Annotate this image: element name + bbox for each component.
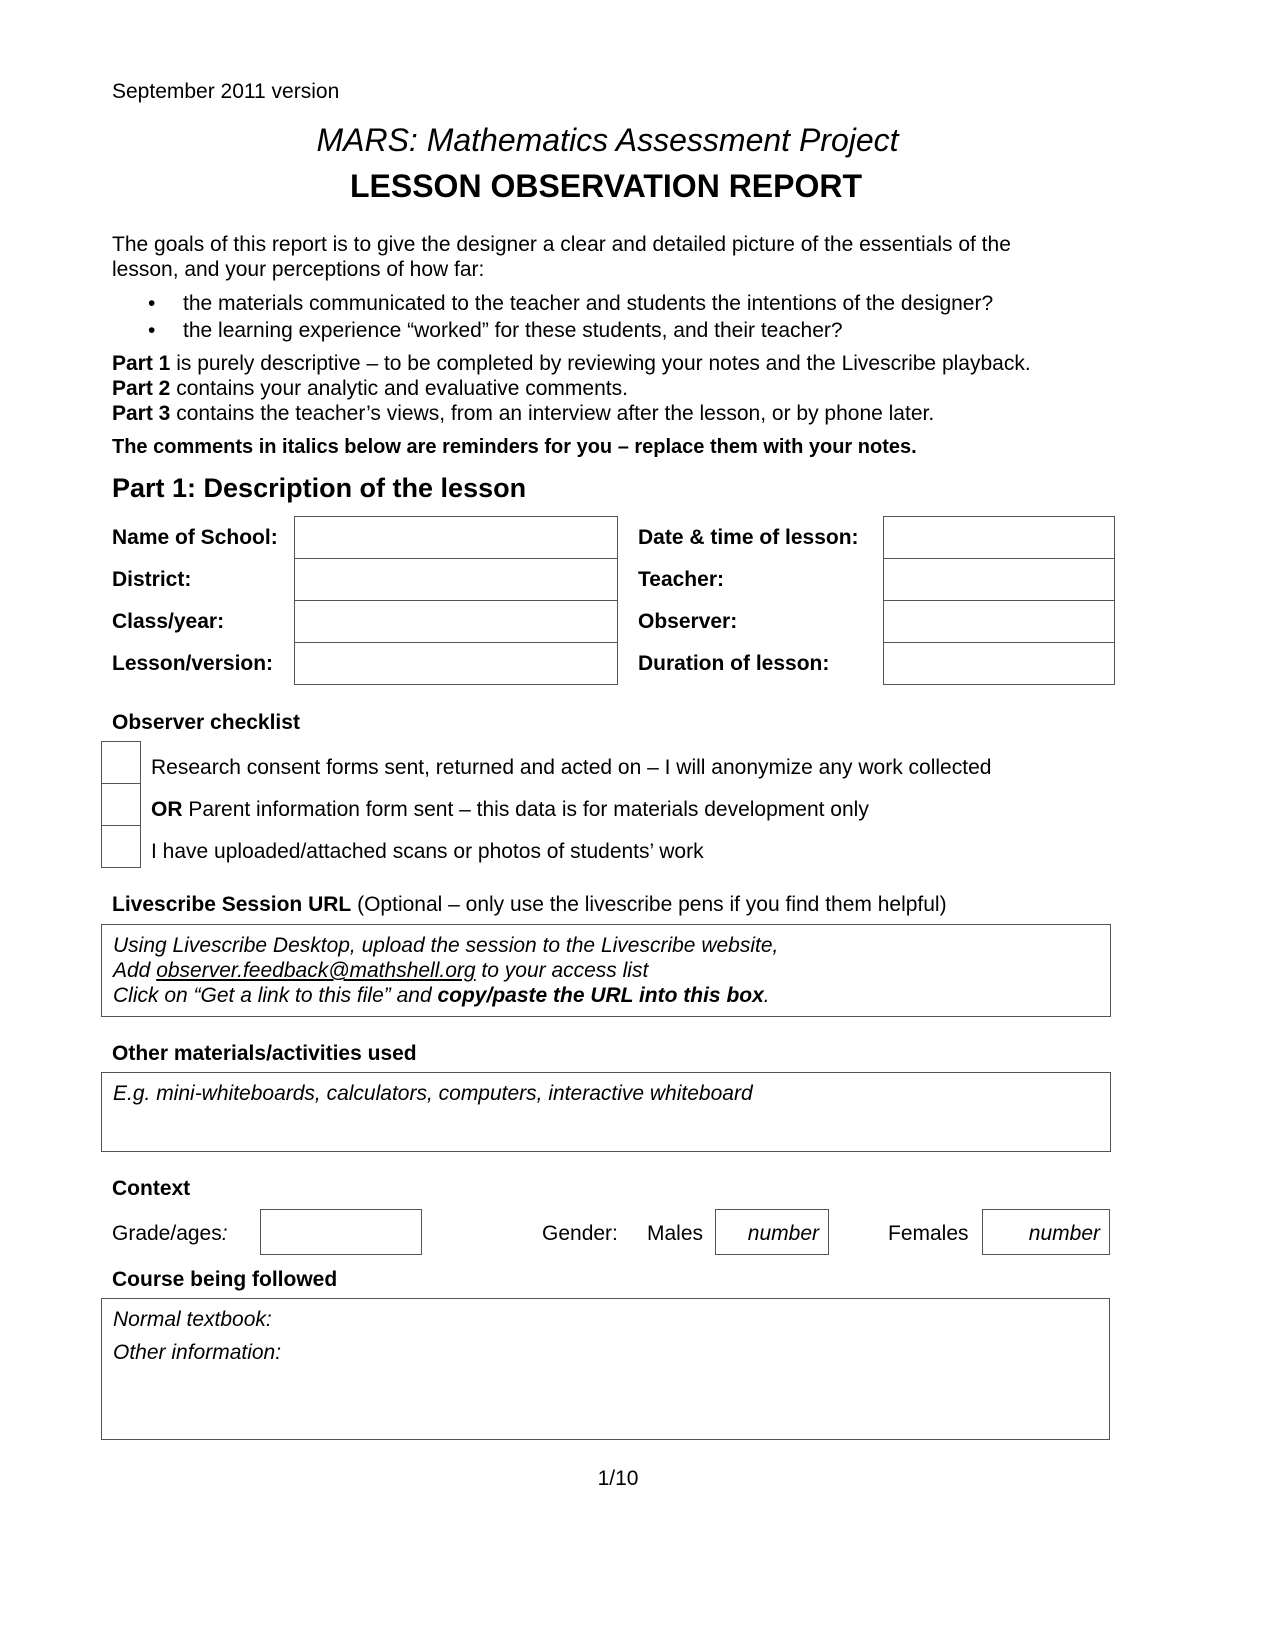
field-label-district: District: <box>112 568 192 591</box>
field-label-lesson-version: Lesson/version: <box>112 652 274 675</box>
part-1-note <box>112 351 1031 377</box>
intro-bullet-1: the materials communicated to the teacher and students the intentions of the designer? <box>183 292 994 315</box>
context-heading: Context <box>112 1177 191 1200</box>
females-count-value: number <box>1028 1222 1100 1245</box>
livescribe-instruction-3 <box>113 983 770 1009</box>
field-label-duration: Duration of lesson: <box>638 652 830 675</box>
livescribe-text: to your access list <box>475 959 649 982</box>
checklist-item <box>151 797 869 823</box>
bullet-dot-icon: • <box>148 292 156 315</box>
females-count-field[interactable] <box>982 1209 1110 1255</box>
part-label: Part 1 <box>112 352 171 375</box>
class-year-field[interactable] <box>294 600 618 643</box>
bullet-dot-icon: • <box>148 319 156 342</box>
part-2-note <box>112 376 628 402</box>
livescribe-url-box[interactable] <box>101 924 1111 1017</box>
grade-ages-text: Grade/ages <box>112 1222 222 1245</box>
field-label-class-year: Class/year: <box>112 610 225 633</box>
uploaded-work-checkbox[interactable] <box>101 825 141 868</box>
part-text: contains your analytic and evaluative comments. <box>170 377 628 400</box>
livescribe-instruction-1: Using Livescribe Desktop, upload the session to the Livescribe website, <box>113 934 779 957</box>
parent-info-checkbox[interactable] <box>101 783 141 826</box>
page-number: 1/10 <box>597 1467 639 1490</box>
lesson-version-field[interactable] <box>294 642 618 685</box>
livescribe-heading <box>112 892 947 918</box>
project-title: MARS: Mathematics Assessment Project <box>316 122 899 158</box>
intro-line-2: lesson, and your perceptions of how far: <box>112 258 485 281</box>
grade-ages-label <box>112 1221 228 1247</box>
field-label-date-time: Date & time of lesson: <box>638 526 859 549</box>
livescribe-text: . <box>763 984 770 1007</box>
checklist-item-text: Research consent forms sent, returned and acted on – I will anonymize any work collected <box>151 756 992 779</box>
part-label: Part 3 <box>112 402 171 425</box>
intro-bullet-2: the learning experience “worked” for these students, and their teacher? <box>183 319 843 342</box>
school-name-field[interactable] <box>294 516 618 559</box>
males-label: Males <box>647 1222 704 1245</box>
males-count-value: number <box>747 1222 819 1245</box>
females-label: Females <box>888 1222 969 1245</box>
livescribe-bold-text: copy/paste the URL into this box <box>437 984 764 1007</box>
livescribe-instruction-2 <box>113 958 648 984</box>
part-3-note <box>112 401 934 427</box>
part-label: Part 2 <box>112 377 171 400</box>
version-label: September 2011 version <box>112 80 340 103</box>
males-count-field[interactable] <box>715 1209 829 1255</box>
materials-placeholder: E.g. mini-whiteboards, calculators, computers, interactive whiteboard <box>113 1082 753 1105</box>
other-information-label: Other information: <box>113 1341 282 1364</box>
grade-ages-colon: : <box>221 1222 228 1245</box>
course-heading: Course being followed <box>112 1268 338 1291</box>
checklist-item-text: Parent information form sent – this data is for materials development only <box>182 798 869 821</box>
part-text: is purely descriptive – to be completed by reviewing your notes and the Livescribe playback. <box>170 352 1031 375</box>
checklist-item <box>151 839 704 865</box>
part-1-heading: Part 1: Description of the lesson <box>112 473 527 503</box>
feedback-email-link[interactable]: observer.feedback@mathshell.org <box>156 959 476 982</box>
teacher-field[interactable] <box>883 558 1115 601</box>
course-box[interactable] <box>101 1298 1110 1440</box>
materials-heading: Other materials/activities used <box>112 1042 417 1065</box>
checklist-item-text: I have uploaded/attached scans or photos of students’ work <box>151 840 704 863</box>
normal-textbook-label: Normal textbook: <box>113 1308 272 1331</box>
duration-field[interactable] <box>883 642 1115 685</box>
intro-line-1: The goals of this report is to give the designer a clear and detailed picture of the essentials of the <box>112 233 1011 256</box>
grade-ages-field[interactable] <box>260 1209 422 1255</box>
field-label-observer: Observer: <box>638 610 738 633</box>
livescribe-text: Click on “Get a link to this file” and <box>113 984 438 1007</box>
date-time-field[interactable] <box>883 516 1115 559</box>
consent-checkbox[interactable] <box>101 741 141 784</box>
part-text: contains the teacher’s views, from an interview after the lesson, or by phone later. <box>170 402 935 425</box>
field-label-teacher: Teacher: <box>638 568 724 591</box>
report-title: LESSON OBSERVATION REPORT <box>349 168 863 204</box>
materials-box[interactable] <box>101 1072 1111 1152</box>
field-label-school: Name of School: <box>112 526 278 549</box>
livescribe-text: Add <box>113 959 157 982</box>
checklist-item-prefix: OR <box>151 798 183 821</box>
gender-label: Gender: <box>542 1222 618 1245</box>
district-field[interactable] <box>294 558 618 601</box>
reminder-note: The comments in italics below are reminders for you – replace them with your notes. <box>112 436 917 458</box>
checklist-heading: Observer checklist <box>112 711 300 734</box>
livescribe-heading-label: Livescribe Session URL <box>112 893 352 916</box>
checklist-item <box>151 755 991 781</box>
observer-field[interactable] <box>883 600 1115 643</box>
livescribe-heading-note: (Optional – only use the livescribe pens if you find them helpful) <box>351 893 947 916</box>
